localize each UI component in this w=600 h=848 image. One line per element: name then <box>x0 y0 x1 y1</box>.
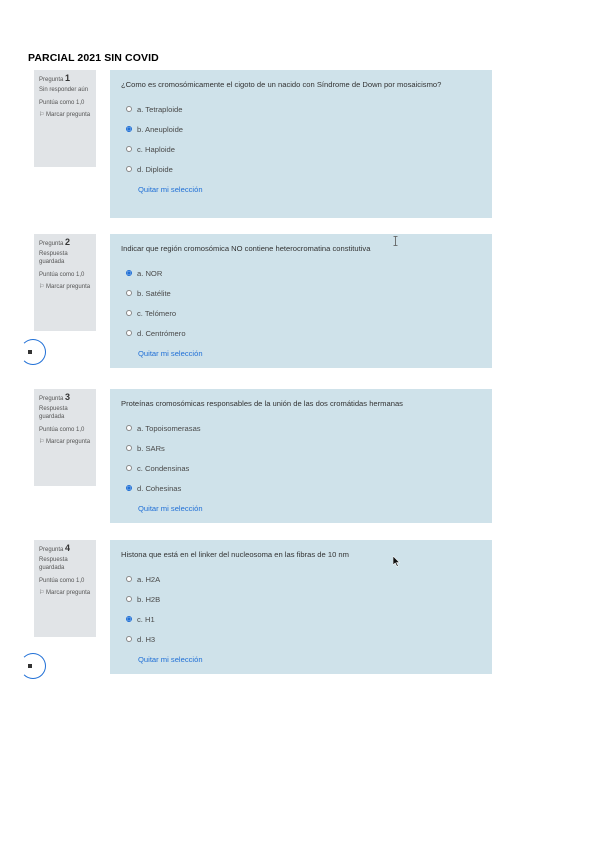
drawer-toggle-icon[interactable] <box>20 339 46 365</box>
question-info <box>34 389 96 486</box>
option-label: c. H1 <box>137 614 155 624</box>
radio-button[interactable] <box>126 330 132 336</box>
option-label: d. Centrómero <box>137 328 186 338</box>
question-content <box>110 540 492 674</box>
option-label: c. Haploide <box>137 144 175 154</box>
answer-option-a[interactable] <box>126 263 481 283</box>
question-mark: Puntúa como 1,0 <box>39 578 85 584</box>
drawer-toggle-dot <box>28 350 32 354</box>
question-info <box>34 234 96 331</box>
radio-button[interactable] <box>126 310 132 316</box>
radio-button[interactable] <box>126 106 132 112</box>
flag-icon: ⚐ <box>39 112 47 118</box>
option-label: b. Satélite <box>137 288 171 298</box>
question-number: Pregunta 1 <box>39 73 71 83</box>
answer-option-d[interactable] <box>126 478 481 498</box>
question-number: Pregunta 3 <box>39 392 71 402</box>
radio-button[interactable] <box>126 576 132 582</box>
option-label: d. H3 <box>137 634 156 644</box>
answer-option-b[interactable] <box>126 283 481 303</box>
document-title: PARCIAL 2021 SIN COVID <box>28 52 159 64</box>
option-label: d. Diploide <box>137 164 173 174</box>
option-label: d. Cohesinas <box>137 483 182 493</box>
answer-option-d[interactable] <box>126 323 481 343</box>
question-content <box>110 234 492 368</box>
radio-button[interactable] <box>126 596 132 602</box>
answer-option-a[interactable] <box>126 99 481 119</box>
question-state: Respuesta guardada <box>39 251 68 265</box>
answer-option-a[interactable] <box>126 569 481 589</box>
radio-button[interactable] <box>126 146 132 152</box>
clear-selection-link[interactable]: Quitar mi selección <box>138 349 203 358</box>
flag-question-link[interactable]: ⚐ Marcar pregunta <box>39 590 91 596</box>
question-text: Proteínas cromosómicas responsables de la unión de las dos cromátidas hermanas <box>121 399 403 408</box>
radio-button[interactable] <box>126 616 132 622</box>
question-text: Histona que está en el linker del nucleosoma en las fibras de 10 nm <box>121 550 349 559</box>
radio-button[interactable] <box>126 270 132 276</box>
radio-button[interactable] <box>126 465 132 471</box>
answer-option-a[interactable] <box>126 418 481 438</box>
radio-button[interactable] <box>126 485 132 491</box>
question-state: Sin responder aún <box>39 87 89 93</box>
question-text: ¿Como es cromosómicamente el cigoto de un nacido con Síndrome de Down por mosaicismo? <box>121 80 442 89</box>
question-content <box>110 389 492 523</box>
question-number: Pregunta 2 <box>39 237 71 247</box>
question-number: Pregunta 4 <box>39 543 71 553</box>
radio-button[interactable] <box>126 290 132 296</box>
text-cursor-icon <box>393 236 398 246</box>
question-info <box>34 70 96 167</box>
answer-option-b[interactable] <box>126 119 481 139</box>
answer-option-d[interactable] <box>126 159 481 179</box>
flag-icon: ⚐ <box>39 590 47 596</box>
question-state: Respuesta guardada <box>39 557 68 571</box>
question-text: Indicar que región cromosómica NO contiene heterocromatina constitutiva <box>121 244 371 253</box>
flag-question-link[interactable]: ⚐ Marcar pregunta <box>39 439 91 445</box>
answer-option-d[interactable] <box>126 629 481 649</box>
clear-selection-link[interactable]: Quitar mi selección <box>138 185 203 194</box>
question-mark: Puntúa como 1,0 <box>39 427 85 433</box>
drawer-toggle-icon[interactable] <box>20 653 46 679</box>
option-label: a. NOR <box>137 268 163 278</box>
option-label: b. Aneuploide <box>137 124 184 134</box>
mouse-cursor-icon <box>393 556 401 567</box>
radio-button[interactable] <box>126 445 132 451</box>
clear-selection-link[interactable]: Quitar mi selección <box>138 504 203 513</box>
question-state: Respuesta guardada <box>39 406 68 420</box>
option-label: c. Telómero <box>137 308 177 318</box>
option-label: b. SARs <box>137 443 165 453</box>
answer-option-b[interactable] <box>126 438 481 458</box>
flag-question-link[interactable]: ⚐ Marcar pregunta <box>39 112 91 118</box>
option-label: a. H2A <box>137 574 161 584</box>
answer-option-c[interactable] <box>126 458 481 478</box>
question-info <box>34 540 96 637</box>
radio-button[interactable] <box>126 166 132 172</box>
question-mark: Puntúa como 1,0 <box>39 100 85 106</box>
flag-icon: ⚐ <box>39 439 47 445</box>
radio-button[interactable] <box>126 126 132 132</box>
option-label: c. Condensinas <box>137 463 190 473</box>
answer-option-c[interactable] <box>126 609 481 629</box>
answer-option-b[interactable] <box>126 589 481 609</box>
option-label: a. Tetraploide <box>137 104 183 114</box>
option-label: a. Topoisomerasas <box>137 423 201 433</box>
question-mark: Puntúa como 1,0 <box>39 272 85 278</box>
answer-option-c[interactable] <box>126 303 481 323</box>
answer-option-c[interactable] <box>126 139 481 159</box>
radio-button[interactable] <box>126 425 132 431</box>
option-label: b. H2B <box>137 594 161 604</box>
flag-icon: ⚐ <box>39 284 47 290</box>
flag-question-link[interactable]: ⚐ Marcar pregunta <box>39 284 91 290</box>
question-content <box>110 70 492 218</box>
drawer-toggle-dot <box>28 664 32 668</box>
clear-selection-link[interactable]: Quitar mi selección <box>138 655 203 664</box>
radio-button[interactable] <box>126 636 132 642</box>
